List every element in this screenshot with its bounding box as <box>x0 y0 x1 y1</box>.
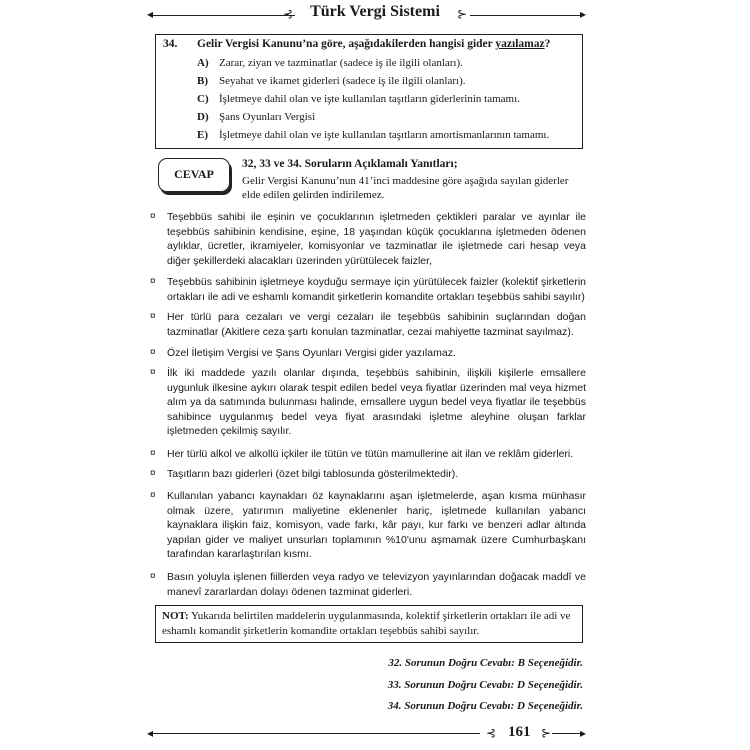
footer-ornament-left: ◂ <box>147 726 154 740</box>
list-item: ¤ İlk iki maddede yazılı olanlar dışında, teşebbüs sahibinin, ilişkili kişilerle emsallere uygunluk ilkesine aykırı olarak tespit edilen bedel veya fiyatlar üzerinden mal veya hizmet alım ya da satımında bulunması halinde, emsallere uygun bedel veya fiyatlar ile teşebbüs sahibince uygulanmış bedel veya fiyat arasındaki işletme aleyhine oluşan farklar işletmeden çekilmiş sayılır. <box>150 367 586 437</box>
note-text: Yukarıda belirtilen maddelerin uygulanmasında, kolektif şirketlerin ortakları ile adi ve eshamlı komandit şirketlerin komandite ortakları teşebbüs sahibi sayılır. <box>162 610 571 637</box>
bullet-marker-icon: ¤ <box>150 448 156 459</box>
list-item: ¤ Teşebbüs sahibi ile eşinin ve çocuklarının işletmeden çektikleri paralar ve ayınlar ile teşebbüs sahibinin kendisine, eşine, 18 yaşından küçük çocuklarına işletmeden ödenen aylıklar, ücretler, ikramiyeler, komisyonlar ve tazminatlar ile işletmede cari hesap veya diğer şekillerdeki alacakları üzerinden yürütülecek faizler, <box>150 211 586 267</box>
option-c: C) İşletmeye dahil olan ve işte kullanılan taşıtların giderlerinin tamamı. <box>197 93 520 105</box>
list-item: ¤ Özel İletişim Vergisi ve Şans Oyunları Vergisi gider yazılamaz. <box>150 347 456 359</box>
question-text: Gelir Vergisi Kanunu’na göre, aşağıdakilerden hangisi gider yazılamaz? <box>197 38 551 50</box>
footer-ornament-right: ▸ <box>580 726 587 740</box>
footer-ornament-inner-right: ⊱ <box>541 726 552 740</box>
header-ornament-right-inner: ⊱ <box>457 7 468 21</box>
bullet-marker-icon: ¤ <box>150 490 156 501</box>
correct-answer-32: 32. Sorunun Doğru Cevabı: B Seçeneğidir. <box>388 657 583 669</box>
option-b: B) Seyahat ve ikamet giderleri (sadece iş ile ilgili olanları). <box>197 75 466 87</box>
note-box <box>155 605 583 643</box>
footer-ornament-inner: ⊰ <box>486 726 497 740</box>
cevap-badge: CEVAP <box>158 158 230 192</box>
header-rule-right <box>470 15 582 16</box>
bullet-marker-icon: ¤ <box>150 347 156 358</box>
bullet-marker-icon: ¤ <box>150 571 156 582</box>
correct-answer-33: 33. Sorunun Doğru Cevabı: D Seçeneğidir. <box>387 679 583 691</box>
list-item: ¤ Taşıtların bazı giderleri (özet bilgi tablosunda gösterilmektedir). <box>150 468 459 480</box>
page-header-title: Türk Vergi Sistemi <box>310 3 440 20</box>
correct-answer-34: 34. Sorunun Doğru Cevabı: D Seçeneğidir. <box>387 700 583 712</box>
bullet-marker-icon: ¤ <box>150 311 156 322</box>
list-item: ¤ Teşebbüs sahibinin işletmeye koyduğu sermaye için yürütülecek faizler (kolektif şirketlerin ortakları ile adi ve eshamlı komandit şirketlerin komandite ortakları teşebbüs sahibi sayılır) <box>150 276 586 303</box>
answer-title: 32, 33 ve 34. Soruların Açıklamalı Yanıtları; <box>242 158 458 170</box>
page-number: 161 <box>508 724 531 740</box>
bullet-marker-icon: ¤ <box>150 367 156 378</box>
answer-intro: Gelir Vergisi Kanunu’nun 41’inci maddesine göre aşağıda sayılan giderler elde edilen gelirden indirilemez. <box>242 175 569 201</box>
footer-rule-left <box>150 733 480 734</box>
list-item: ¤ Kullanılan yabancı kaynakları öz kaynaklarını aşan işletmelerde, aşan kısma münhasır olmak üzere, yatırımın maliyetine eklenenler hariç, işletmede kullanılan yabancı kaynaklara ilişkin faiz, komisyon, vade farkı, kâr payı, kur farkı ve benzeri adlar altında yapılan gider ve maliyet unsurları toplamının %10'unu aşmamak üzere Cumhurbaşkanı tarafından kararlaştırılan kısmı. <box>150 490 586 560</box>
option-e: E) İşletmeye dahil olan ve işte kullanılan taşıtların amortismanlarının tamamı. <box>197 129 550 141</box>
list-item: ¤ Her türlü para cezaları ve vergi cezaları ile teşebbüs sahibinin suçlarından doğan tazminatlar (Akitlere ceza şartı konulan tazminatlar, cezai mahiyette tazminat sayılmaz). <box>150 311 586 338</box>
header-ornament-right: ▸ <box>580 7 587 21</box>
option-d: D) Şans Oyunları Vergisi <box>197 111 316 123</box>
list-item: ¤ Her türlü alkol ve alkollü içkiler ile tütün ve tütün mamullerine ait ilan ve reklâm giderleri. <box>150 448 574 460</box>
header-ornament-left: ◂ <box>147 7 154 21</box>
footer-rule-right <box>552 733 582 734</box>
note-label: NOT: <box>162 610 189 622</box>
option-a: A) Zarar, ziyan ve tazminatlar (sadece iş ile ilgili olanları). <box>197 57 463 69</box>
header-ornament-left-inner: ⊰ <box>283 7 294 21</box>
list-item: ¤ Basın yoluyla işlenen fiillerden veya radyo ve televizyon yayınlarından doğacak maddî ve manevî zararlardan dolayı ödenen tazminat giderleri. <box>150 571 586 598</box>
bullet-marker-icon: ¤ <box>150 468 156 479</box>
question-underlined-word: yazılamaz <box>495 38 545 50</box>
question-number: 34. <box>163 38 178 50</box>
bullet-marker-icon: ¤ <box>150 211 156 222</box>
bullet-marker-icon: ¤ <box>150 276 156 287</box>
